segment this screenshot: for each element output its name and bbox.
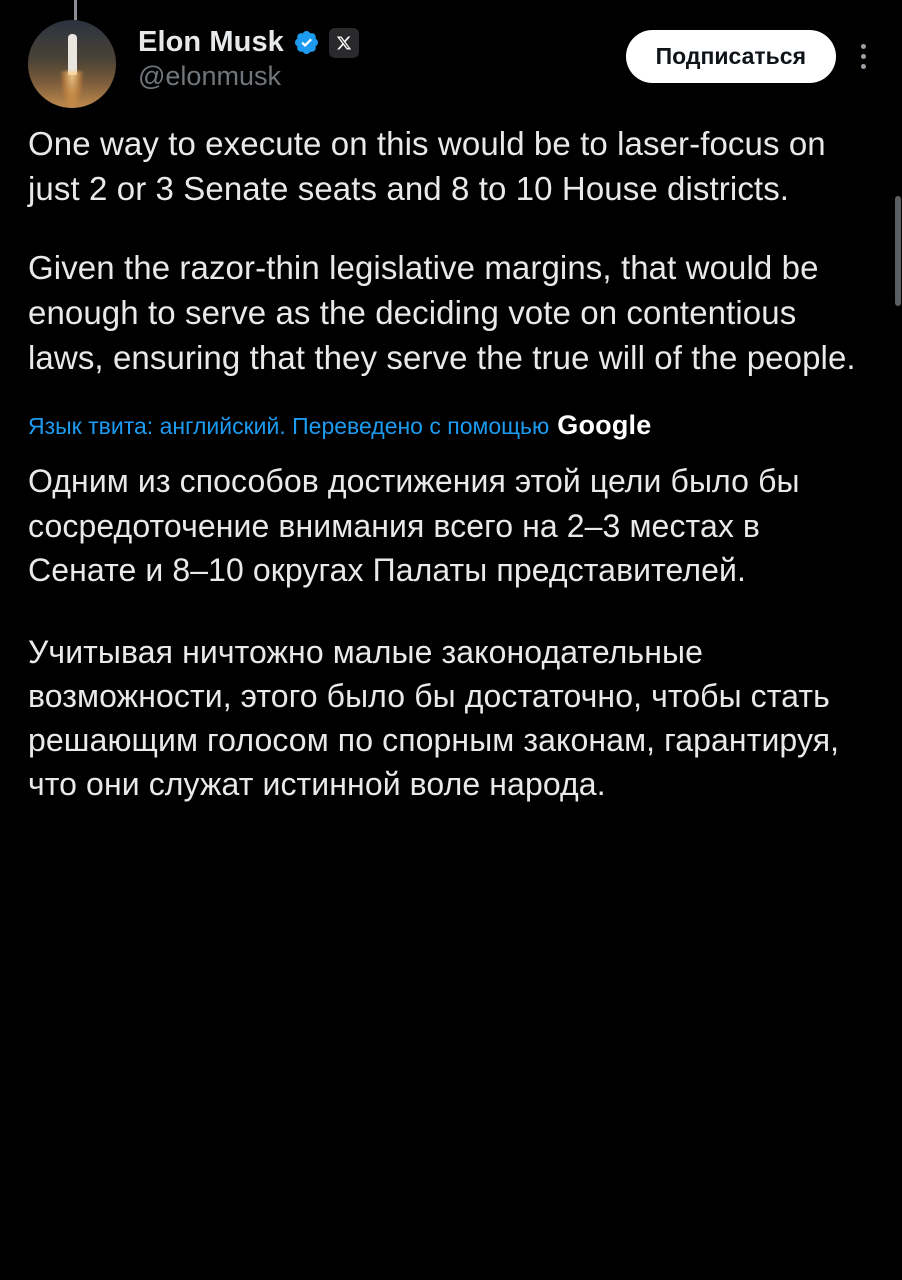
scrollbar-thumb[interactable] [895,196,901,306]
tweet-paragraph-ru-1: Одним из способов достижения этой цели было бы сосредоточение внимания всего на 2–3 местах в Сенате и 8–10 округах Палаты представителей. [28,463,800,588]
vertical-scrollbar[interactable] [895,0,902,1280]
name-row [138,26,626,59]
account-identity [138,18,626,92]
tweet-paragraph-ru-2: Учитывая ничтожно малые законодательные возможности, этого было бы достаточно, чтобы стать решающим голосом по спорным законам, гарантируя, что они служат истинной воле народа. [28,633,840,803]
tweet-body [0,100,902,806]
x-logo-icon[interactable] [329,28,359,58]
avatar[interactable] [28,20,116,108]
tweet-header [0,0,902,100]
rocket-icon [68,34,77,74]
header-actions [626,30,880,83]
display-name[interactable]: Elon Musk [138,26,284,58]
translation-notice-text: Язык твита: английский. Переведено с помощью [28,413,550,440]
tweet-paragraph-en-1: One way to execute on this would be to laser-focus on just 2 or 3 Senate seats and 8 to 10 House districts. [28,125,826,207]
google-wordmark: Google [557,410,652,441]
follow-button[interactable]: Подписаться [626,30,836,83]
translation-notice[interactable] [28,410,874,441]
rocket-plume-icon [61,71,83,106]
account-handle[interactable]: @elonmusk [138,61,281,91]
verified-badge-icon [293,29,320,56]
more-options-icon[interactable] [846,34,880,80]
tweet-paragraph-en-2: Given the razor-thin legislative margins, that would be enough to serve as the deciding vote on contentious laws, ensuring that they serve the true will of the people. [28,248,856,376]
